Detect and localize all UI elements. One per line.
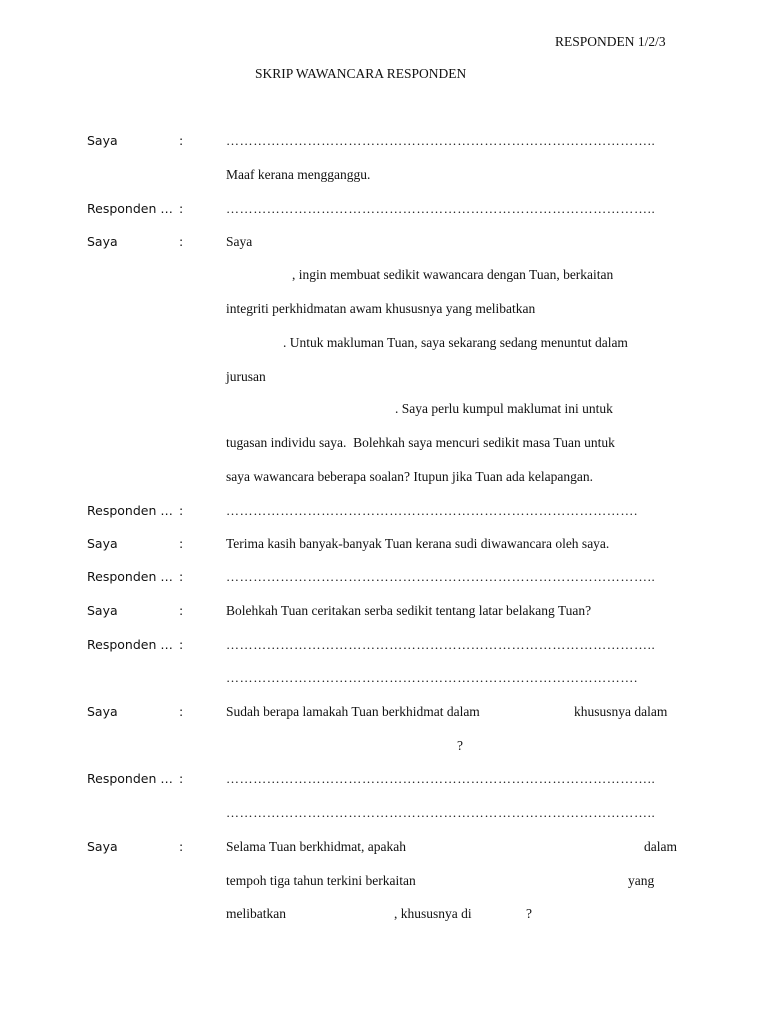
speaker-saya: Saya [87, 839, 118, 854]
script-line: Maaf kerana mengganggu. [226, 167, 371, 182]
script-line: Sudah berapa lamakah Tuan berkhidmat dalam [226, 704, 480, 719]
script-line: Terima kasih banyak-banyak Tuan kerana sudi diwawancara oleh saya. [226, 536, 610, 551]
speaker-saya: Saya [87, 133, 118, 148]
colon: : [179, 839, 184, 854]
colon: : [179, 569, 184, 584]
script-line: melibatkan [226, 906, 286, 921]
script-line: yang [628, 873, 655, 888]
answer-blank: ………………………………………………………………………………….. [226, 569, 656, 584]
script-line: integriti perkhidmatan awam khususnya yang melibatkan [226, 301, 536, 316]
colon: : [179, 201, 184, 216]
colon: : [179, 133, 184, 148]
answer-blank: ………………………………………………………………………………….. [226, 637, 656, 652]
script-line: . Untuk makluman Tuan, saya sekarang sedang menuntut dalam [283, 335, 628, 350]
script-line: Saya [226, 234, 253, 249]
colon: : [179, 771, 184, 786]
script-line: . Saya perlu kumpul maklumat ini untuk [395, 401, 613, 416]
colon: : [179, 704, 184, 719]
speaker-saya: Saya [87, 536, 118, 551]
script-line: tempoh tiga tahun terkini berkaitan [226, 873, 416, 888]
speaker-responden: Responden … [87, 771, 173, 786]
script-line: khususnya dalam [574, 704, 668, 719]
script-line: ? [457, 738, 463, 753]
speaker-responden: Responden … [87, 201, 173, 216]
answer-blank: ………………………………………………………………………………. [226, 503, 638, 518]
colon: : [179, 603, 184, 618]
answer-blank: ………………………………………………………………………………. [226, 670, 638, 685]
script-line: , ingin membuat sedikit wawancara dengan Tuan, berkaitan [292, 267, 614, 282]
colon: : [179, 503, 184, 518]
script-line: dalam [644, 839, 677, 854]
speaker-responden: Responden … [87, 569, 173, 584]
respondent-ref: RESPONDEN 1/2/3 [555, 34, 666, 49]
speaker-saya: Saya [87, 704, 118, 719]
speaker-responden: Responden … [87, 503, 173, 518]
script-line: jurusan [226, 369, 266, 384]
answer-blank: ………………………………………………………………………………….. [226, 133, 656, 148]
script-line: Bolehkah Tuan ceritakan serba sedikit tentang latar belakang Tuan? [226, 603, 592, 618]
speaker-responden: Responden … [87, 637, 173, 652]
colon: : [179, 536, 184, 551]
script-line: tugasan individu saya. Bolehkah saya mencuri sedikit masa Tuan untuk [226, 435, 615, 450]
page-title: SKRIP WAWANCARA RESPONDEN [255, 66, 467, 81]
script-line: Selama Tuan berkhidmat, apakah [226, 839, 406, 854]
script-line: , khususnya di [394, 906, 472, 921]
answer-blank: ………………………………………………………………………………….. [226, 201, 656, 216]
colon: : [179, 637, 184, 652]
answer-blank: ………………………………………………………………………………….. [226, 771, 656, 786]
speaker-saya: Saya [87, 603, 118, 618]
speaker-saya: Saya [87, 234, 118, 249]
script-line: ? [526, 906, 532, 921]
script-line: saya wawancara beberapa soalan? Itupun jika Tuan ada kelapangan. [226, 469, 593, 484]
colon: : [179, 234, 184, 249]
answer-blank: ………………………………………………………………………………….. [226, 805, 656, 820]
